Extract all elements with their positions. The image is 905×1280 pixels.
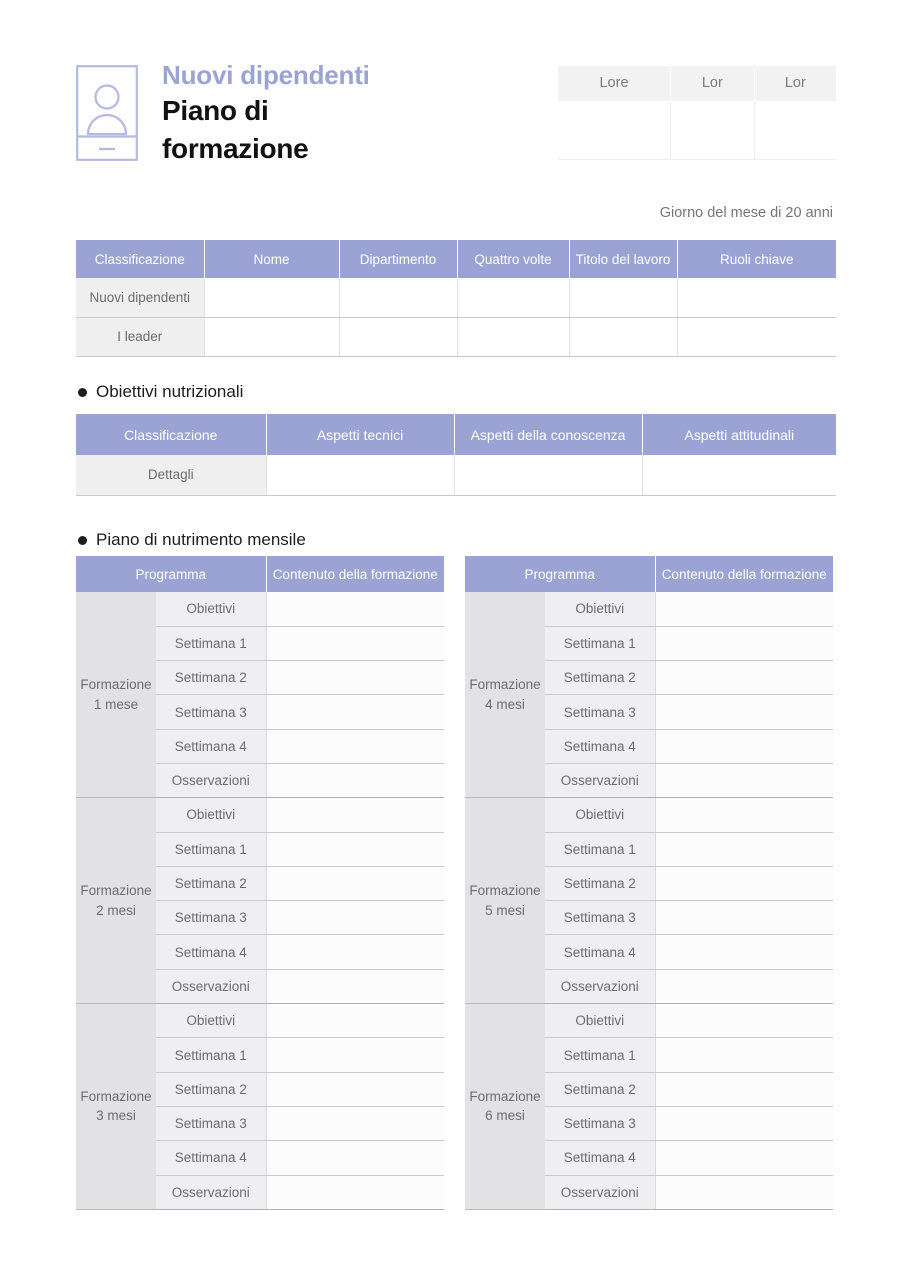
mini-body-cell[interactable] <box>754 101 836 159</box>
plan-content-cell[interactable] <box>655 901 833 935</box>
table-cell[interactable] <box>454 455 642 495</box>
plan-content-cell[interactable] <box>266 935 444 969</box>
plan-content-cell[interactable] <box>266 1004 444 1038</box>
table-row <box>76 278 836 317</box>
employee-badge-icon <box>76 65 138 161</box>
table-header-row <box>76 240 836 278</box>
th-programma: Programma <box>465 556 655 592</box>
plan-content-cell[interactable] <box>655 798 833 832</box>
plan-phase-label: Settimana 3 <box>545 901 655 935</box>
plan-content-cell[interactable] <box>266 901 444 935</box>
mini-body-cell[interactable] <box>671 101 755 159</box>
plan-phase-label: Settimana 4 <box>156 935 266 969</box>
plan-phase-label: Obiettivi <box>156 798 266 832</box>
plan-month-label <box>465 1004 545 1210</box>
plan-phase-label: Obiettivi <box>156 592 266 626</box>
goals-table <box>76 414 836 496</box>
plan-content-cell[interactable] <box>266 1038 444 1072</box>
plan-content-cell[interactable] <box>266 626 444 660</box>
month-line2: 3 mesi <box>96 1108 136 1124</box>
plan-phase-label: Obiettivi <box>545 592 655 626</box>
table-cell[interactable] <box>457 317 569 356</box>
plan-content-cell[interactable] <box>655 969 833 1003</box>
plan-content-cell[interactable] <box>266 729 444 763</box>
th-contenuto-formazione: Contenuto della formazione <box>266 556 444 592</box>
mini-header-cell: Lor <box>754 66 836 101</box>
plan-month-label <box>465 592 545 798</box>
plan-month-label <box>76 1004 156 1210</box>
plan-phase-label: Osservazioni <box>156 969 266 1003</box>
plan-content-cell[interactable] <box>266 592 444 626</box>
mini-header-cell: Lore <box>558 66 671 101</box>
table-cell[interactable] <box>677 278 836 317</box>
bullet-icon <box>78 536 87 545</box>
plan-row <box>465 798 833 832</box>
month-line1: Formazione <box>469 1088 541 1104</box>
plan-phase-label: Settimana 4 <box>545 729 655 763</box>
plan-content-cell[interactable] <box>655 661 833 695</box>
plan-phase-label: Settimana 3 <box>156 1106 266 1140</box>
plan-month-label <box>76 592 156 798</box>
plan-phase-label: Settimana 2 <box>545 866 655 900</box>
plan-phase-label: Settimana 1 <box>156 832 266 866</box>
plan-content-cell[interactable] <box>655 832 833 866</box>
plan-phase-label: Osservazioni <box>545 969 655 1003</box>
plan-content-cell[interactable] <box>655 626 833 660</box>
plan-phase-label: Settimana 3 <box>156 901 266 935</box>
plan-content-cell[interactable] <box>266 1106 444 1140</box>
table-cell[interactable] <box>677 317 836 356</box>
plan-phase-label: Settimana 4 <box>156 729 266 763</box>
plan-row <box>76 798 444 832</box>
plan-month-label <box>465 798 545 1004</box>
plan-row <box>76 592 444 626</box>
plan-content-cell[interactable] <box>266 1175 444 1209</box>
section-heading-goals <box>78 382 243 402</box>
th-ruoli-chiave: Ruoli chiave <box>677 240 836 278</box>
th-programma: Programma <box>76 556 266 592</box>
table-cell[interactable] <box>266 455 454 495</box>
plan-phase-label: Settimana 2 <box>156 661 266 695</box>
plan-content-cell[interactable] <box>655 866 833 900</box>
month-line2: 2 mesi <box>96 902 136 918</box>
date-line: Giorno del mese di 20 anni <box>659 205 833 221</box>
month-line1: Formazione <box>469 677 541 693</box>
plan-phase-label: Settimana 1 <box>545 626 655 660</box>
th-nome: Nome <box>204 240 339 278</box>
mini-table-body-row <box>558 101 836 159</box>
section-heading-text: Obiettivi nutrizionali <box>96 382 244 401</box>
month-line2: 6 mesi <box>485 1108 525 1124</box>
month-line2: 1 mese <box>93 696 139 712</box>
plan-phase-label: Settimana 2 <box>545 661 655 695</box>
row-label-dettagli: Dettagli <box>76 455 266 495</box>
row-label-i-leader: I leader <box>76 317 204 356</box>
plan-phase-label: Obiettivi <box>545 798 655 832</box>
table-row <box>76 455 836 495</box>
table-cell[interactable] <box>642 455 836 495</box>
th-classificazione: Classificazione <box>76 240 204 278</box>
plan-month-label <box>76 798 156 1004</box>
meta-mini-table <box>558 66 836 160</box>
plan-phase-label: Settimana 4 <box>156 1141 266 1175</box>
plan-phase-label: Osservazioni <box>156 763 266 797</box>
plan-content-cell[interactable] <box>655 935 833 969</box>
th-quattro-volte: Quattro volte <box>457 240 569 278</box>
plan-phase-label: Settimana 3 <box>545 695 655 729</box>
plan-content-cell[interactable] <box>655 1106 833 1140</box>
plan-content-cell[interactable] <box>655 729 833 763</box>
plan-content-cell[interactable] <box>266 1072 444 1106</box>
month-line1: Formazione <box>80 1088 152 1104</box>
plan-content-cell[interactable] <box>266 1141 444 1175</box>
plan-content-cell[interactable] <box>655 1141 833 1175</box>
table-row <box>76 317 836 356</box>
th-aspetti-conoscenza: Aspetti della conoscenza <box>454 414 642 455</box>
title-block <box>162 58 370 166</box>
plan-phase-label: Settimana 1 <box>156 626 266 660</box>
plan-phase-label: Settimana 2 <box>545 1072 655 1106</box>
plan-phase-label: Obiettivi <box>545 1004 655 1038</box>
month-line2: 5 mesi <box>485 902 525 918</box>
plan-phase-label: Settimana 4 <box>545 1141 655 1175</box>
plan-phase-label: Osservazioni <box>545 763 655 797</box>
plan-content-cell[interactable] <box>266 969 444 1003</box>
th-aspetti-attitudinali: Aspetti attitudinali <box>642 414 836 455</box>
plan-header-row <box>76 556 444 592</box>
page-title-line1: Piano di <box>162 94 269 126</box>
monthly-plan-table-left <box>76 556 444 1210</box>
monthly-plan-table-right <box>465 556 833 1210</box>
plan-phase-label: Settimana 1 <box>156 1038 266 1072</box>
month-line1: Formazione <box>80 677 152 693</box>
plan-content-cell[interactable] <box>266 832 444 866</box>
plan-phase-label: Settimana 3 <box>545 1106 655 1140</box>
table-cell[interactable] <box>339 278 457 317</box>
section-heading-monthly <box>78 530 306 550</box>
plan-phase-label: Obiettivi <box>156 1004 266 1038</box>
page-title-line2: formazione <box>162 132 309 164</box>
section-heading-text: Piano di nutrimento mensile <box>96 530 306 549</box>
plan-content-cell[interactable] <box>655 763 833 797</box>
plan-content-cell[interactable] <box>655 1004 833 1038</box>
mini-table-header-row <box>558 66 836 101</box>
plan-content-cell[interactable] <box>655 592 833 626</box>
plan-phase-label: Settimana 3 <box>156 695 266 729</box>
plan-phase-label: Settimana 2 <box>156 1072 266 1106</box>
plan-content-cell[interactable] <box>655 695 833 729</box>
plan-header-row <box>465 556 833 592</box>
plan-content-cell[interactable] <box>266 695 444 729</box>
plan-content-cell[interactable] <box>266 661 444 695</box>
th-titolo-lavoro: Titolo del lavoro <box>569 240 677 278</box>
table-header-row <box>76 414 836 455</box>
plan-phase-label: Settimana 4 <box>545 935 655 969</box>
table-cell[interactable] <box>457 278 569 317</box>
month-line2: 4 mesi <box>485 696 525 712</box>
th-classificazione: Classificazione <box>76 414 266 455</box>
plan-phase-label: Settimana 2 <box>156 866 266 900</box>
plan-phase-label: Settimana 1 <box>545 1038 655 1072</box>
th-contenuto-formazione: Contenuto della formazione <box>655 556 833 592</box>
plan-phase-label: Osservazioni <box>156 1175 266 1209</box>
month-line1: Formazione <box>469 883 541 899</box>
plan-row <box>465 592 833 626</box>
employee-info-table <box>76 240 836 357</box>
plan-row <box>465 1004 833 1038</box>
th-dipartimento: Dipartimento <box>339 240 457 278</box>
mini-body-cell[interactable] <box>558 101 671 159</box>
th-aspetti-tecnici: Aspetti tecnici <box>266 414 454 455</box>
plan-phase-label: Osservazioni <box>545 1175 655 1209</box>
bullet-icon <box>78 388 87 397</box>
table-cell[interactable] <box>339 317 457 356</box>
plan-content-cell[interactable] <box>655 1072 833 1106</box>
plan-content-cell[interactable] <box>266 798 444 832</box>
row-label-nuovi-dipendenti: Nuovi dipendenti <box>76 278 204 317</box>
table-cell[interactable] <box>204 278 339 317</box>
plan-content-cell[interactable] <box>266 763 444 797</box>
plan-content-cell[interactable] <box>266 866 444 900</box>
plan-content-cell[interactable] <box>655 1038 833 1072</box>
plan-content-cell[interactable] <box>655 1175 833 1209</box>
plan-phase-label: Settimana 1 <box>545 832 655 866</box>
table-cell[interactable] <box>569 278 677 317</box>
plan-row <box>76 1004 444 1038</box>
month-line1: Formazione <box>80 883 152 899</box>
table-cell[interactable] <box>204 317 339 356</box>
table-cell[interactable] <box>569 317 677 356</box>
mini-header-cell: Lor <box>671 66 755 101</box>
supertitle: Nuovi dipendenti <box>162 60 370 90</box>
